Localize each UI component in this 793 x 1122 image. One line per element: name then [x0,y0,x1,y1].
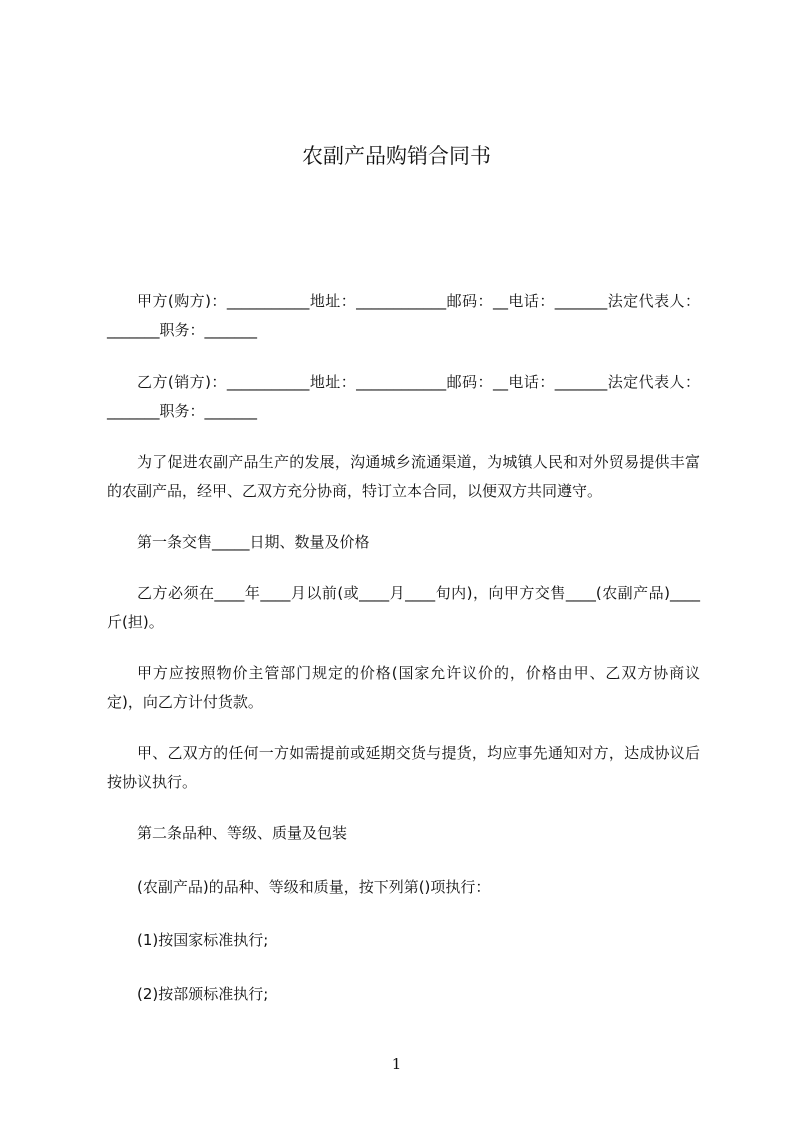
article-2-quality-paragraph: (农副产品)的品种、等级和质量，按下列第()项执行： [137,878,491,896]
party-a-info: 甲方(购方)：___________地址：____________邮码：__电话：_______法定代表人：_______职务：_______ [107,292,700,339]
article-1-delivery-paragraph: 乙方必须在____年____月以前(或____月____旬内)，向甲方交售____(农副产品)____斤(担)。 [107,584,700,631]
article-1-heading: 第一条交售_____日期、数量及价格 [137,533,370,551]
document-title: 农副产品购销合同书 [302,144,491,168]
preamble-paragraph: 为了促进农副产品生产的发展，沟通城乡流通渠道，为城镇人民和对外贸易提供丰富的农副产品，经甲、乙双方充分协商，特订立本合同，以便双方共同遵守。 [107,453,700,500]
page-number: 1 [391,1055,402,1073]
article-1-price-paragraph: 甲方应按照物价主管部门规定的价格(国家允许议价的，价格由甲、乙双方协商议定)，向乙方计付货款。 [107,664,700,711]
article-2-option-1: (1)按国家标准执行; [137,931,269,949]
party-b-info: 乙方(销方)：___________地址：____________邮码：__电话：_______法定代表人：_______职务：_______ [107,373,700,420]
article-2-option-2: (2)按部颁标准执行; [137,985,269,1003]
article-2-heading: 第二条品种、等级、质量及包装 [137,824,348,842]
article-1-change-paragraph: 甲、乙双方的任何一方如需提前或延期交货与提货，均应事先通知对方，达成协议后按协议执行。 [107,744,700,791]
